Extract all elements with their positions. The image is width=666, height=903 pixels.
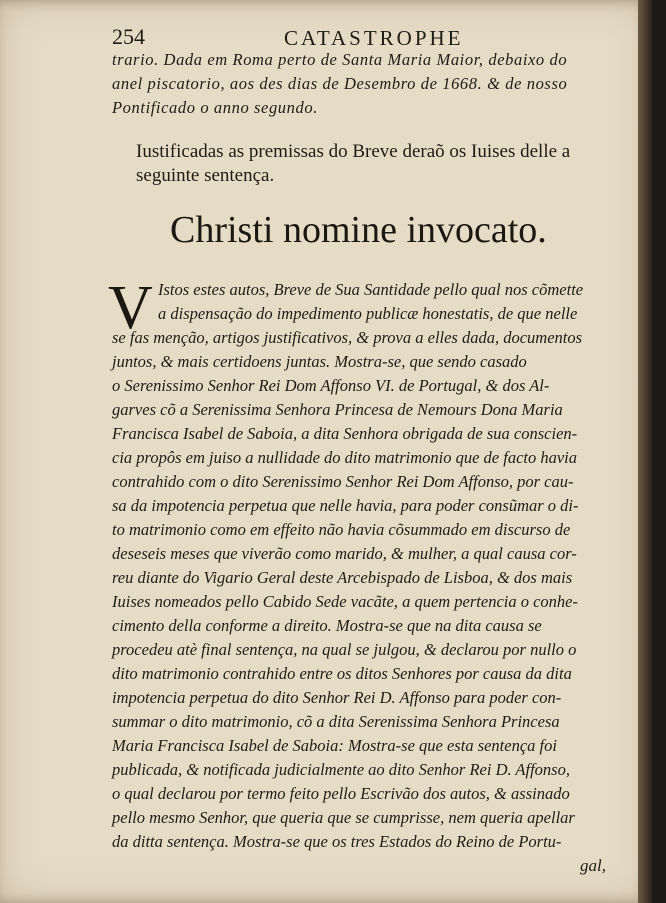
text-line: procedeu atè final sentença, na qual se julgou, & declarou por nullo o — [112, 640, 577, 659]
text-line: Iuises nomeados pello Cabido Sede vacãte, a quem pertencia o conhe- — [112, 592, 579, 611]
running-head-title: CATASTROPHE — [284, 26, 464, 50]
text-line: seguinte sentença. — [136, 165, 275, 186]
text-line: dito matrimonio contrahido entre os ditos Senhores por causa da dita — [112, 664, 572, 683]
text-line: se fas menção, artigos justificativos, & prova a elles dada, documentos — [112, 328, 583, 347]
text-line: garves cõ a Serenissima Senhora Princesa de Nemours Dona Maria — [112, 400, 563, 419]
catchword: gal, — [580, 856, 606, 875]
text-line: impotencia perpetua do dito Senhor Rei D. Affonso para poder con- — [112, 688, 562, 707]
text-line: Pontificado o anno segundo. — [112, 98, 318, 117]
drop-cap: V — [108, 274, 153, 342]
text-line: publicada, & notificada judicialmente ao dito Senhor Rei D. Affonso, — [112, 760, 570, 779]
text-line: da ditta sentença. Mostra-se que os tres Estados do Reino de Portu- — [112, 832, 562, 851]
running-head — [112, 24, 617, 50]
text-line: to matrimonio como em effeito não havia cõsummado em discurso de — [112, 520, 571, 539]
text-line: deseseis meses que viverão como marido, & mulher, a qual causa cor- — [112, 544, 577, 563]
text-line: contrahido com o dito Serenissimo Senhor Rei Dom Affonso, por cau- — [112, 472, 574, 491]
text-line: o Serenissimo Senhor Rei Dom Affonso VI. de Portugal, & dos Al- — [112, 376, 550, 395]
text-line: Maria Francisca Isabel de Saboia: Mostra-se que esta sentença foi — [112, 736, 557, 755]
text-line: anel piscatorio, aos des dias de Desembro de 1668. & de nosso — [112, 74, 568, 93]
text-line: cia propôs em juiso a nullidade do dito matrimonio que de facto havia — [112, 448, 578, 467]
text-line: a dispensação do impedimento publicæ honestatis, de que nelle — [158, 304, 578, 323]
section-heading: Christi nomine invocato. — [170, 209, 547, 251]
text-line: pello mesmo Senhor, que queria que se cumprisse, nem queria apellar — [112, 808, 575, 827]
text-line: juntos, & mais certidoens juntas. Mostra-se, que sendo casado — [112, 352, 527, 371]
intro-paragraph — [136, 140, 620, 188]
text-line: summar o dito matrimonio, cõ a dita Serenissima Senhora Princesa — [112, 712, 560, 731]
text-line: o qual declarou por termo feito pello Escrivão dos autos, & assinado — [112, 784, 570, 803]
text-line: Istos estes autos, Breve de Sua Santidade pello qual nos cõmette — [158, 280, 584, 299]
page-edge-shadow — [638, 0, 652, 903]
text-line: Iustificadas as premissas do Breve deraõ os Iuises delle a — [136, 141, 571, 162]
text-line: cimento della conforme a direito. Mostra-se que na dita causa se — [112, 616, 542, 635]
text-line: reu diante do Vigario Geral deste Arcebispado de Lisboa, & dos mais — [112, 568, 573, 587]
page-number: 254 — [112, 24, 145, 49]
text-line: Francisca Isabel de Saboia, a dita Senhora obrigada de sua conscien- — [112, 424, 578, 443]
text-line: trario. Dada em Roma perto de Santa Maria Maior, debaixo do — [112, 50, 568, 69]
text-line: sa da impotencia perpetua que nelle havia, para poder consũmar o di- — [112, 496, 579, 515]
